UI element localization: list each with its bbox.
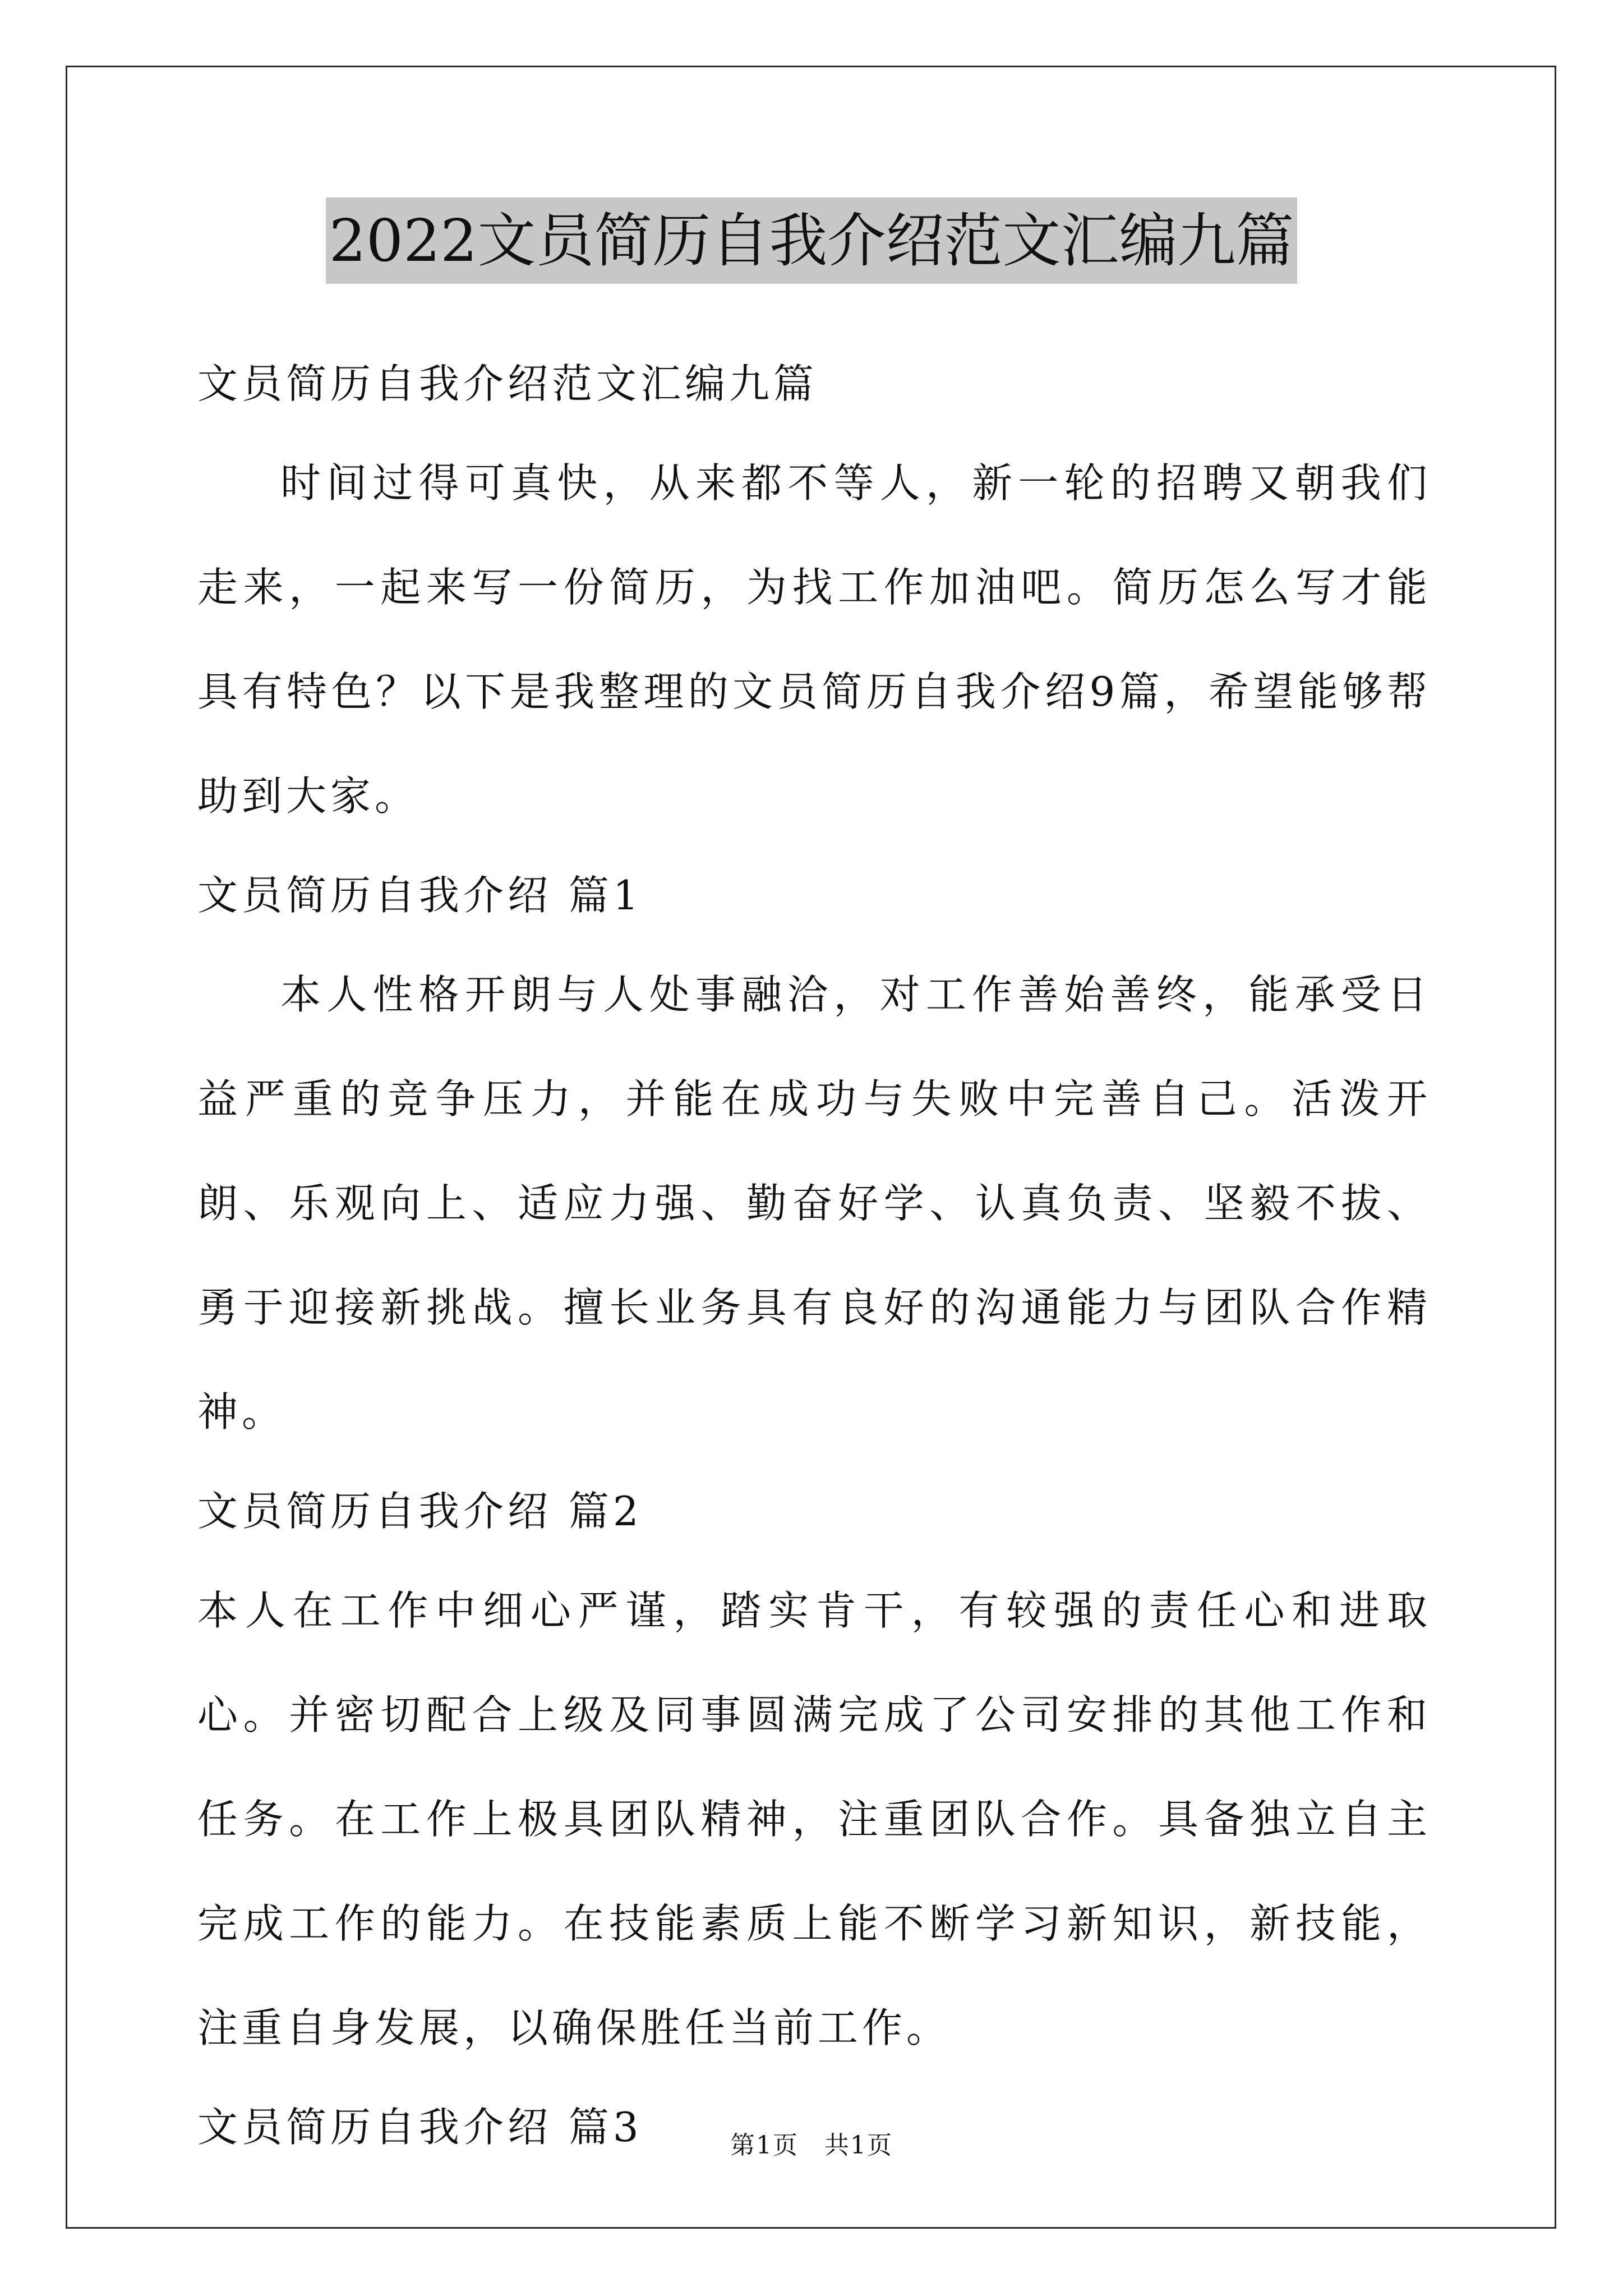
- title-container: [0, 197, 1623, 284]
- section-body: 本人在工作中细心严谨，踏实肯干，有较强的责任心和进取心。并密切配合上级及同事圆满完成了公司安排的其他工作和任务。在工作上极具团队精神，注重团队合作。具备独立自主完成工作的能力。在技能素质上能不断学习新知识，新技能，注重自身发展，以确保胜任当前工作。: [197, 1587, 1431, 2051]
- document-title: 2022文员简历自我介绍范文汇编九篇: [326, 197, 1298, 284]
- page-footer: 第1页 共1页: [730, 2131, 893, 2160]
- section-body: 本人性格开朗与人处事融洽，对工作善始善终，能承受日益严重的竞争压力，并能在成功与失败中完善自己。活泼开朗、乐观向上、适应力强、勤奋好学、认真负责、坚毅不拔、勇于迎接新挑战。擅长业务具有良好的沟通能力与团队合作精神。: [197, 971, 1431, 1435]
- document-body: [197, 348, 1431, 2196]
- section-heading: 文员简历自我介绍 篇1: [197, 872, 643, 919]
- section-heading: 文员简历自我介绍 篇2: [197, 1488, 643, 1535]
- document-subtitle: 文员简历自我介绍范文汇编九篇: [197, 360, 818, 407]
- intro-paragraph: 时间过得可真快，从来都不等人，新一轮的招聘又朝我们走来，一起来写一份简历，为找工作加油吧。简历怎么写才能具有特色？以下是我整理的文员简历自我介绍9篇，希望能够帮助到大家。: [197, 459, 1431, 820]
- section-heading: 文员简历自我介绍 篇3: [197, 2104, 643, 2151]
